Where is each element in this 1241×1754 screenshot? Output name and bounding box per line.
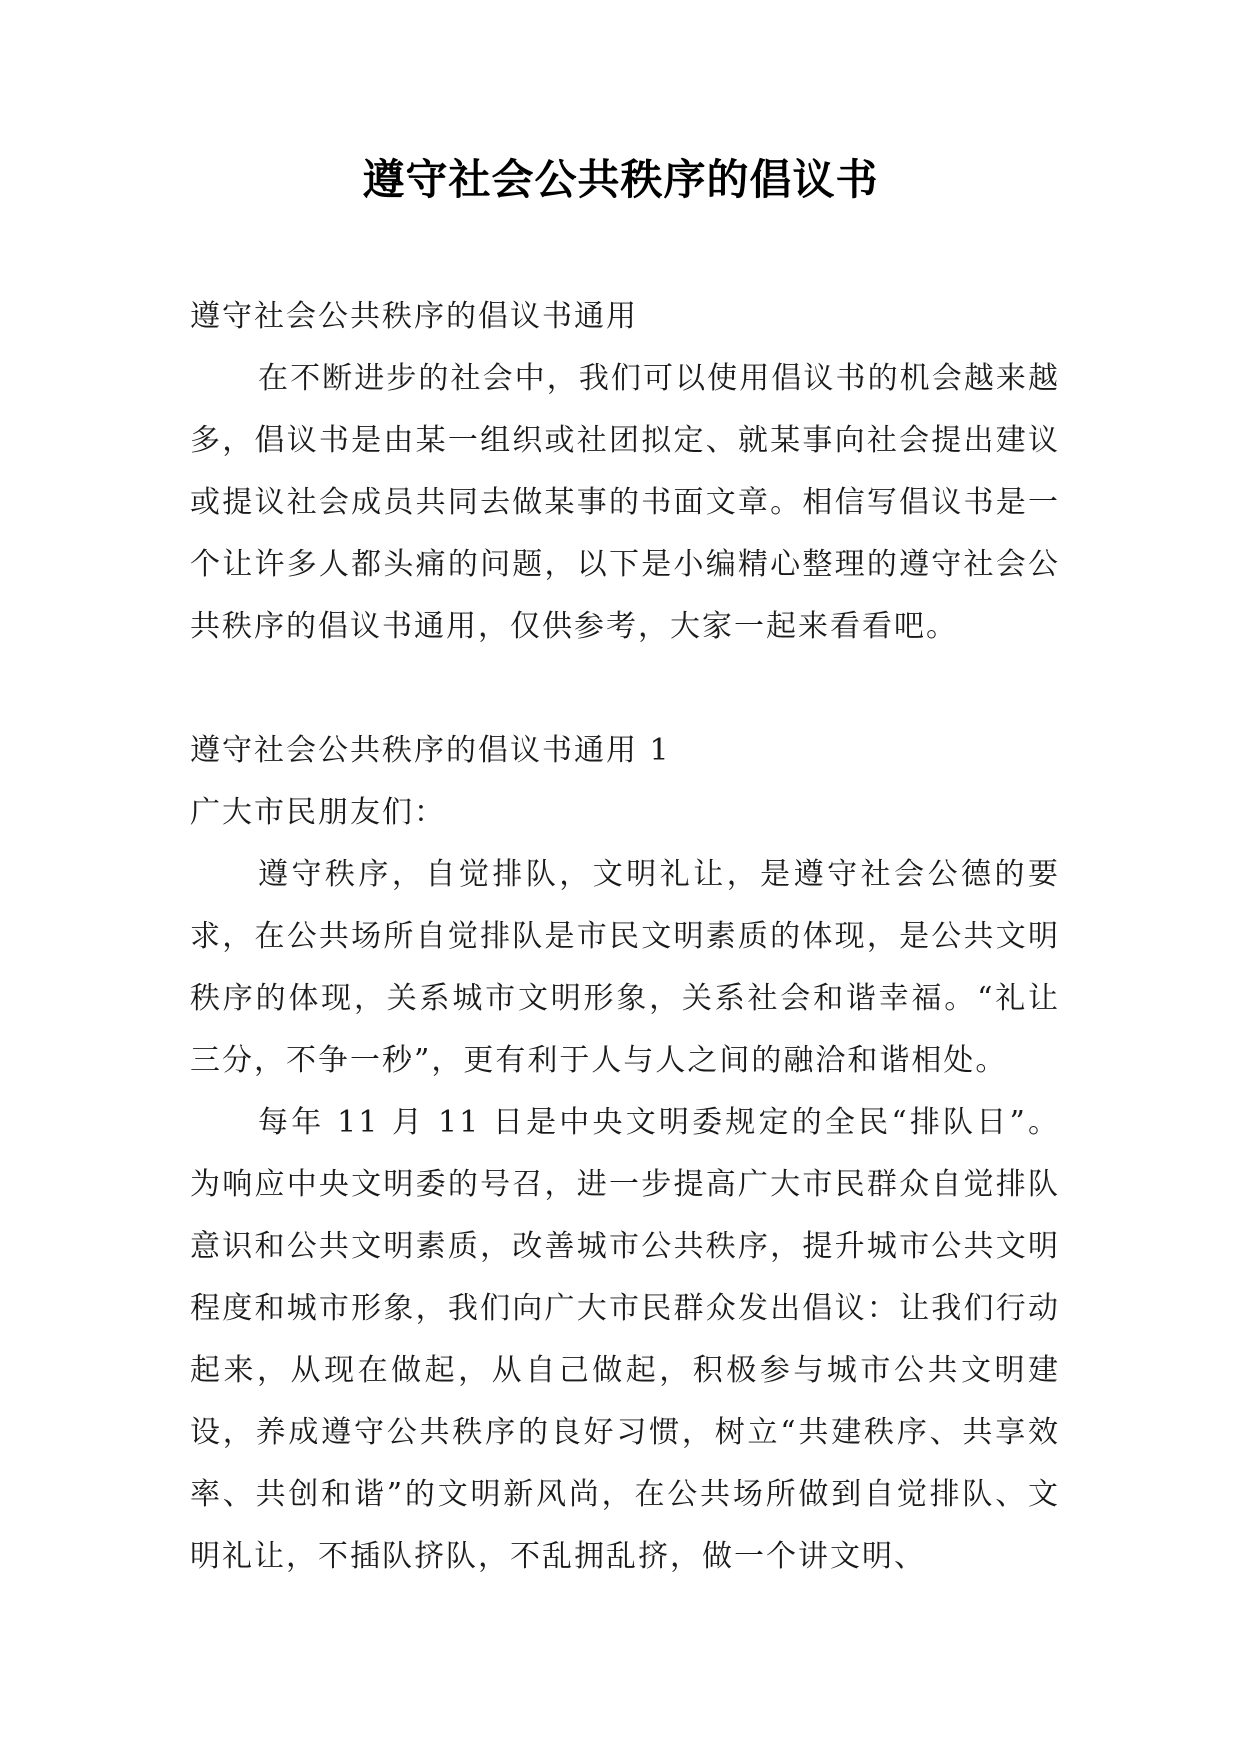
document-title: 遵守社会公共秩序的倡议书	[362, 155, 879, 204]
section-heading: 遵守社会公共秩序的倡议书通用 1	[190, 733, 671, 768]
intro-paragraph: 在不断进步的社会中，我们可以使用倡议书的机会越来越多，倡议书是由某一组织或社团拟定、就某事向社会提出建议或提议社会成员共同去做某事的书面文章。相信写倡议书是一个让许多人都头痛的问题，以下是小编精心整理的遵守社会公共秩序的倡议书通用，仅供参考，大家一起来看看吧。	[190, 361, 1060, 644]
document-body	[190, 286, 1060, 1588]
body-paragraph-1: 遵守秩序，自觉排队，文明礼让，是遵守社会公德的要求，在公共场所自觉排队是市民文明素质的体现，是公共文明秩序的体现，关系城市文明形象，关系社会和谐幸福。“礼让三分，不争一秒”，更有利于人与人之间的融洽和谐相处。	[190, 857, 1060, 1078]
body-paragraph-2: 每年 11 月 11 日是中央文明委规定的全民“排队日”。为响应中央文明委的号召，进一步提高广大市民群众自觉排队意识和公共文明素质，改善城市公共秩序，提升城市公共文明程度和城市形象，我们向广大市民群众发出倡议：让我们行动起来，从现在做起，从自己做起，积极参与城市公共文明建设，养成遵守公共秩序的良好习惯，树立“共建秩序、共享效率、共创和谐”的文明新风尚，在公共场所做到自觉排队、文明礼让，不插队挤队，不乱拥乱挤，做一个讲文明、	[190, 1105, 1060, 1574]
paragraph-spacer	[190, 658, 1060, 720]
salutation: 广大市民朋友们：	[190, 795, 446, 830]
document-subtitle: 遵守社会公共秩序的倡议书通用	[190, 299, 638, 334]
